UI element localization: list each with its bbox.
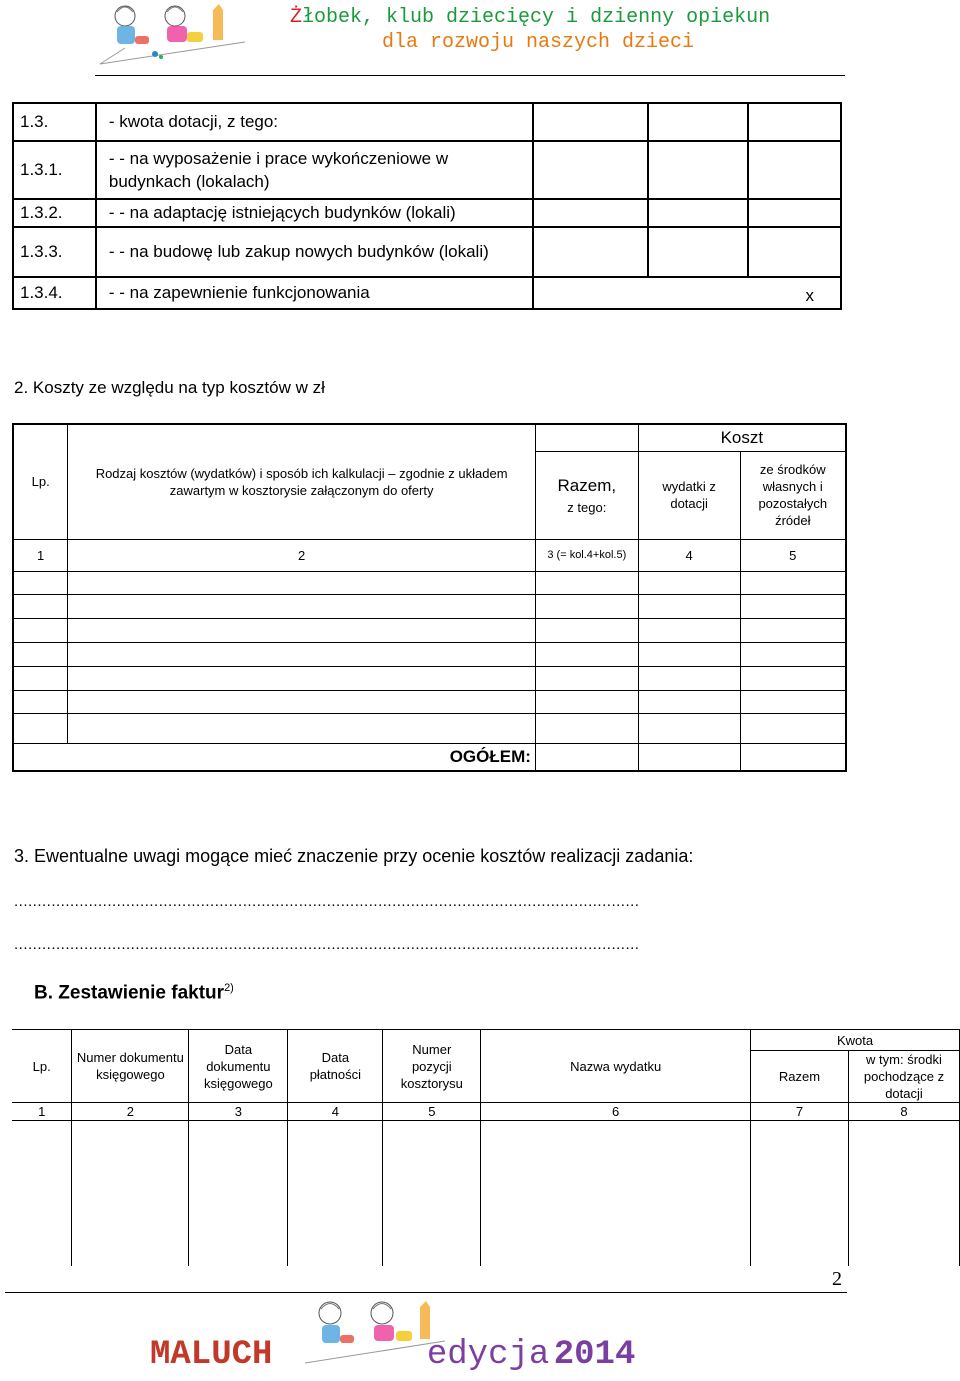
value-cell [648, 141, 749, 199]
header-lp: Lp. [12, 1030, 72, 1103]
section-b-title-text: B. Zestawienie faktur [34, 982, 225, 1004]
notes-line-1: ...................................................................................................................................... [14, 893, 640, 910]
row-number: 1.3.1. [13, 141, 96, 199]
page-number: 2 [832, 1268, 842, 1290]
header-numer-pozycji: Numer pozycji kosztorysu [383, 1030, 481, 1103]
col-number: 8 [848, 1103, 959, 1121]
table-row [13, 103, 841, 141]
col-number: 3 (= kol.4+kol.5) [535, 539, 638, 571]
col-number: 6 [481, 1103, 751, 1121]
row-description: - - na adaptację istniejących budynków (lokali) [96, 199, 533, 227]
col-number: 2 [68, 539, 536, 571]
value-cell [648, 199, 749, 227]
col-number: 7 [751, 1103, 849, 1121]
col-number: 2 [72, 1103, 189, 1121]
value-cell [533, 103, 648, 141]
header-numer-dokumentu: Numer dokumentu księgowego [72, 1030, 189, 1103]
total-cell [638, 743, 740, 771]
value-cell [648, 103, 749, 141]
table-row [13, 571, 846, 594]
row-number: 1.3.4. [13, 277, 96, 309]
value-cell [748, 141, 841, 199]
value-cell [533, 141, 648, 199]
table-row [12, 1121, 960, 1266]
value-cell [748, 103, 841, 141]
funding-table [12, 102, 842, 310]
header-koszt: Koszt [638, 424, 846, 451]
notes-line-2: ...................................................................................................................................... [14, 936, 640, 953]
col-number: 4 [288, 1103, 383, 1121]
table-row [13, 199, 841, 227]
header-subtitle: dla rozwoju naszych dzieci [382, 31, 695, 54]
footer-brand: MALUCH [150, 1336, 273, 1374]
total-label: OGÓŁEM: [13, 743, 535, 771]
value-cell [533, 227, 648, 277]
table-row [13, 277, 841, 309]
header-data-platnosci: Data płatności [288, 1030, 383, 1103]
col-number: 1 [13, 539, 68, 571]
header-wydatki: wydatki z dotacji [638, 451, 740, 539]
header-wlasne: ze środków własnych i pozostałych źródeł [740, 451, 846, 539]
table-row [13, 618, 846, 642]
header-lp: Lp. [13, 424, 68, 539]
header-divider [95, 75, 845, 76]
total-row [13, 743, 846, 771]
col-number: 3 [189, 1103, 288, 1121]
header-razem: Razem [751, 1051, 849, 1103]
invoice-table [12, 1029, 960, 1266]
table-row [13, 227, 841, 277]
col-number: 5 [740, 539, 846, 571]
header-nazwa-wydatku: Nazwa wydatku [481, 1030, 751, 1103]
header-kwota: Kwota [751, 1030, 960, 1051]
header-first-letter: Ż [290, 6, 303, 29]
header-description: Rodzaj kosztów (wydatków) i sposób ich kalkulacji – zgodnie z układem zawartym w kosztorysie załączonym do oferty [68, 424, 536, 539]
table-row [12, 1030, 960, 1051]
table-row [13, 713, 846, 743]
header-title-line1 [290, 6, 770, 29]
row-description: - kwota dotacji, z tego: [96, 103, 533, 141]
row-number: 1.3.3. [13, 227, 96, 277]
header-title-rest: łobek, klub dziecięcy i dzienny opiekun [302, 6, 771, 29]
table-row [12, 1103, 960, 1121]
x-mark: x [533, 277, 841, 309]
table-row [13, 539, 846, 571]
total-cell [535, 743, 638, 771]
empty-cell [535, 424, 638, 451]
total-cell [740, 743, 846, 771]
table-row [13, 424, 846, 451]
value-cell [533, 199, 648, 227]
row-number: 1.3.2. [13, 199, 96, 227]
footer-divider [5, 1292, 847, 1293]
table-row [13, 666, 846, 690]
table-row [13, 642, 846, 666]
footer-branding [150, 1336, 635, 1374]
row-description: - - na wyposażenie i prace wykończeniowe w budynkach (lokalach) [96, 141, 533, 199]
header-razem [535, 451, 638, 539]
footer-year: 2014 [553, 1336, 636, 1374]
table-row [13, 141, 841, 199]
section-b-title [34, 982, 234, 1004]
value-cell [648, 227, 749, 277]
section-2-title: 2. Koszty ze względu na typ kosztów w zł [14, 378, 325, 397]
col-number: 5 [383, 1103, 481, 1121]
children-drawing-logo [95, 2, 250, 70]
row-description: - - na zapewnienie funkcjonowania [96, 277, 533, 309]
cost-table [12, 423, 847, 772]
row-description: - - na budowę lub zakup nowych budynków (lokali) [96, 227, 533, 277]
table-row [13, 690, 846, 713]
razem-label: Razem, [557, 475, 617, 495]
header-w-tym: w tym: środki pochodzące z dotacji [848, 1051, 959, 1103]
footnote-ref: 2) [224, 982, 234, 994]
table-row [13, 594, 846, 618]
value-cell [748, 199, 841, 227]
col-number: 1 [12, 1103, 72, 1121]
section-3-title: 3. Ewentualne uwagi mogące mieć znaczenie przy ocenie kosztów realizacji zadania: [14, 846, 694, 866]
value-cell [748, 227, 841, 277]
header-data-dokumentu: Data dokumentu księgowego [189, 1030, 288, 1103]
col-number: 4 [638, 539, 740, 571]
z-tego-label: z tego: [567, 499, 607, 515]
row-number: 1.3. [13, 103, 96, 141]
footer-edition: edycja [426, 1336, 550, 1374]
